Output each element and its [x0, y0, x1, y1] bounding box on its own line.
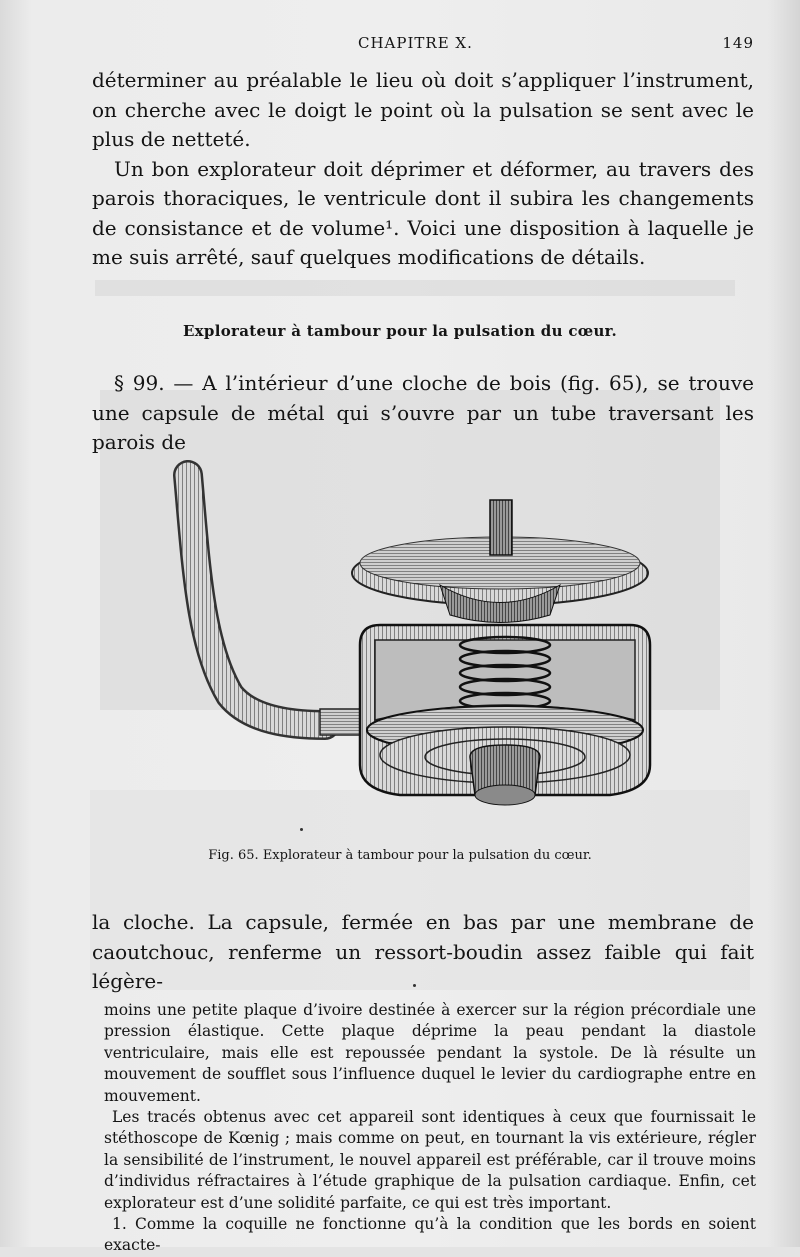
paragraph: moins une petite plaque d’ivoire destinée à exercer sur la région précordiale une pression élastique. Cette plaque déprime la peau pendant la diastole ventriculaire, mais elle est repoussée pendant la systole. De là résulte un mouvement de soufflet sous l’influence duquel le levier du cardiographe entre en mouvement. [104, 1001, 756, 1105]
page-number: 149 [722, 34, 754, 52]
screw [490, 500, 512, 555]
chapter-title: CHAPITRE X. [358, 34, 473, 52]
paragraph: Un bon explorateur doit déprimer et déformer, au travers des parois thoraciques, le ventricule dont il subira les changements de consistance et de volume¹. Voici une disposition à laquelle je me suis arrêté, sauf quelques modifications de détails. [92, 156, 754, 269]
intro-text [92, 66, 754, 273]
running-header [0, 34, 800, 58]
figure-65-engraving [130, 445, 690, 835]
paragraph: déterminer au préalable le lieu où doit s’appliquer l’instrument, on cherche avec le doigt le point où la pulsation se sent avec le plus de netteté. [92, 68, 754, 151]
small-print-text [104, 1000, 756, 1257]
figure-caption: Fig. 65. Explorateur à tambour pour la pulsation du cœur. [208, 848, 592, 863]
tambour-explorer-illustration [130, 445, 690, 835]
show-through [95, 280, 735, 296]
paragraph: la cloche. La capsule, fermée en bas par une membrane de caoutchouc, renferme un ressort-boudin assez faible qui fait légère- [92, 910, 754, 993]
paragraph: § 99. — A l’intérieur d’une cloche de bois (fig. 65), se trouve une capsule de métal qui s’ouvre par un tube traversant les parois de [92, 371, 754, 454]
ink-dot [300, 828, 303, 831]
section-heading: Explorateur à tambour pour la pulsation du cœur. [182, 322, 618, 340]
ink-dot [413, 984, 416, 987]
rubber-tube [188, 475, 325, 725]
footnote: 1. Comme la coquille ne fonctionne qu’à la condition que les bords en soient exacte- [104, 1215, 756, 1255]
continuation-text [92, 908, 754, 997]
paragraph: Les tracés obtenus avec cet appareil sont identiques à ceux que fournissait le stéthoscope de Kœnig ; mais comme on peut, en tournant la vis extérieure, régler la sensibilité de l’instrument, le nouvel appareil est préférable, car il trouve moins d’individus réfractaires à l’étude graphique de la pulsation cardiaque. Enfin, cet explorateur est d’une solidité parfaite, ce qui est très important. [104, 1108, 756, 1212]
